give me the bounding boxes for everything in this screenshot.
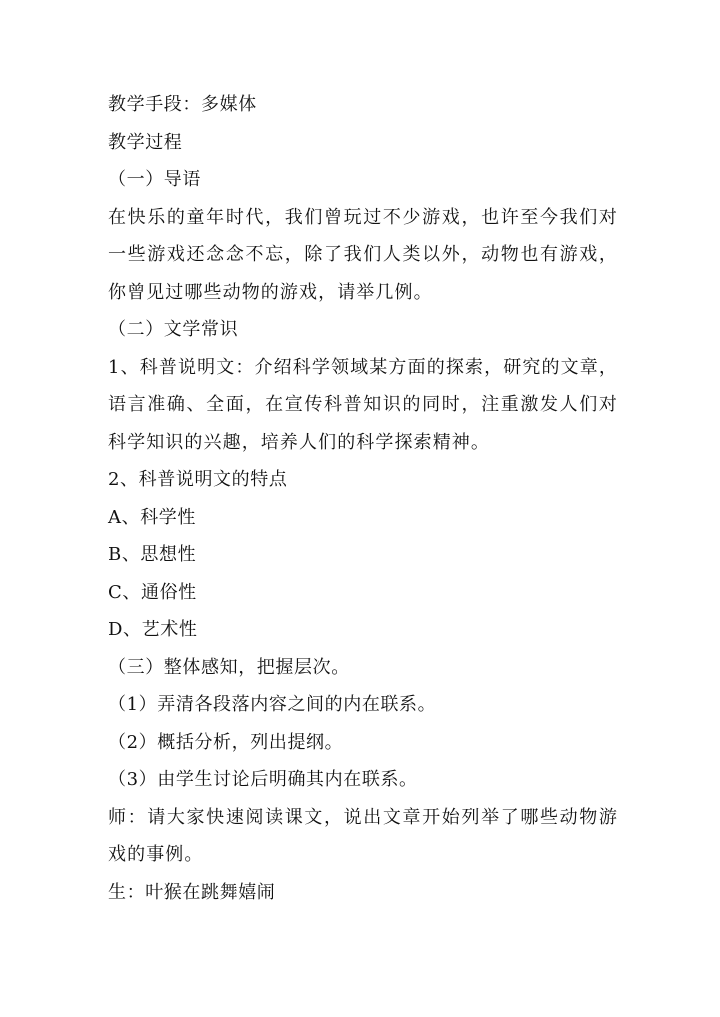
popular-science-definition: 1、科普说明文：介绍科学领域某方面的探索，研究的文章，语言准确、全面，在宣传科普知识的同时，注重激发人们对科学知识的兴趣，培养人们的科学探索精神。 xyxy=(108,356,618,453)
section-overview-heading: （三）整体感知，把握层次。 xyxy=(108,656,350,678)
teacher-prompt: 师：请大家快速阅读课文，说出文章开始列举了哪些动物游戏的事例。 xyxy=(108,806,618,865)
section-literature-heading: （二）文学常识 xyxy=(108,319,239,340)
feature-item-c: C、通俗性 xyxy=(108,581,197,603)
student-answer: 生：叶猴在跳舞嬉闹 xyxy=(108,881,276,903)
document-body xyxy=(108,86,618,911)
section-intro-heading: （一）导语 xyxy=(108,169,201,190)
feature-item-b: B、思想性 xyxy=(108,544,197,565)
feature-item-d: D、艺术性 xyxy=(108,619,198,640)
teaching-means-line: 教学手段：多媒体 xyxy=(108,94,257,115)
step-3: （3）由学生讨论后明确其内在联系。 xyxy=(108,769,418,790)
teaching-process-heading: 教学过程 xyxy=(108,131,183,153)
step-1: （1）弄清各段落内容之间的内在联系。 xyxy=(108,694,437,715)
intro-paragraph: 在快乐的童年时代，我们曾玩过不少游戏，也许至今我们对一些游戏还念念不忘，除了我们人类以外，动物也有游戏，你曾见过哪些动物的游戏，请举几例。 xyxy=(108,206,618,303)
step-2: （2）概括分析，列出提纲。 xyxy=(108,731,344,753)
features-heading: 2、科普说明文的特点 xyxy=(108,469,288,490)
feature-item-a: A、科学性 xyxy=(108,506,196,528)
